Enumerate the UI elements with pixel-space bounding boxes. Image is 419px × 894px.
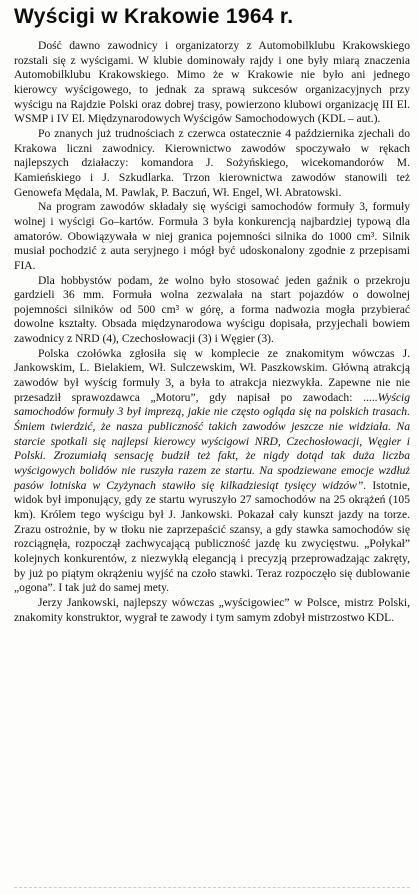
article-title: Wyścigi w Krakowie 1964 r. [14, 5, 294, 28]
article-paragraph [14, 347, 410, 596]
article-paragraph [14, 127, 410, 200]
quoted-text: Wyścig samochodów formuły 3 był imprezą, jakie nie często ogląda się na polskich trasach. Śmiem twierdzić, że nasza publiczność takich zawodów jeszcze nie widziała. Na starcie spotkali się najlepsi kierowcy wyścigowi NRD, Czechosłowacji, Węgier i Polski. Zrozumiałą sensację budził też fakt, że nigdy dotąd tak duża liczba wyścigowych bolidów nie ruszyła razem ze startu. Na spodziewane emocje wzdłuż pasów lotniska w Czyżynach stawiło się kilkadziesiąt tysięcy widzów”. [14, 390, 410, 492]
paragraph-text: Dla hobbystów podam, że wolno było stosować jeden gaźnik o przekroju gardzieli 36 mm. Formuła wolna zezwalała na start pojazdów o dowolnej pojemności silników od 500 cm³ w górę, a forma nadwozia mogła przybierać dowolne kształty. Obsada międzynarodowa wyścigu dopisała, przyjechali bowiem zawodnicy z NRD (4), Czechosłowacji (3) i Węgier (3). [14, 273, 410, 346]
article-body [14, 39, 410, 625]
article-paragraph [14, 274, 410, 347]
page-bottom-edge [14, 877, 410, 888]
article-paragraph [14, 39, 410, 127]
paragraph-text: Po znanych już trudnościach z czerwca ostatecznie 4 października zjechali do Krakowa liczni zawodnicy. Kierownictwo zawodów spoczywało w rękach najlepszych działaczy: komandora J. Sożyńskiego, wicekomandorów M. Kamieńskiego i J. Szkudlarka. Trzon kierownictwa zawodów stanowili też Genowefa Mędala, M. Pawlak, P. Baczuń, Wł. Engel, Wł. Abratowski. [14, 126, 410, 199]
paragraph-text: Jerzy Jankowski, najlepszy wówczas „wyścigowiec” w Polsce, mistrz Polski, znakomity konstruktor, wygrał te zawody i tym samym zdobył mistrzostwo KDL. [14, 595, 410, 624]
paragraph-text: Dość dawno zawodnicy i organizatorzy z Automobilklubu Krakowskiego rozstali się z wyścigami. W klubie dominowały rajdy i one były miarą znaczenia Automobilklubu Krakowskiego. Mimo że w Krakowie nie było ani jednego kierowcy wyścigowego, to jednak za sprawą sukcesów organizacyjnych przy wyścigu na Rajdzie Polski oraz dobrej trasy, powierzono klubowi organizację III El. WSMP i IV El. Międzynarodowych Wyścigów Samochodowych (KDL – aut.). [14, 39, 410, 126]
paragraph-text: Na program zawodów składały się wyścigi samochodów formuły 3, formuły wolnej i wyścigi Go–kartów. Formuła 3 była konkurencją najbardziej typową dla amatorów. Obowiązywała w niej granica pojemności silnika do 1000 cm³. Silnik musiał pochodzić z auta seryjnego i mógł być udoskonalony zgodnie z przepisami FIA. [14, 200, 410, 272]
article-paragraph [14, 200, 410, 273]
article-paragraph [14, 596, 410, 625]
paragraph-text: Polska czołówka zgłosiła się w komplecie ze znakomitym wówczas J. Jankowskim, L. Bielakiem, Wł. Sulczewskim, Wł. Paszkowskim. Główną atrakcją zawodów był wyścig formuły 3, a była to atrakcja niezwykła. Zapewne nie nie przesadził sprawozdawca „Motoru”, gdy napisał po zawodach: ..... [14, 346, 410, 404]
paragraph-text: Istotnie, widok był imponujący, gdy ze startu wyruszyło 27 samochodów na 25 okrążeń (105 km). Królem tego wyścigu był J. Jankowski. Pokazał cały kunszt jazdy na torze. Zrazu ostrożnie, by w tłoku nie zaprzepaścić szansy, a gdy stawka samochodów się rozciągnęła, rozpoczął zachwycającą publiczność jazdę ku zwycięstwu. „Połykał” kolejnych konkurentów, z niezwykłą elegancją i precyzją przeprowadzając zakręty, by już po piątym okrążeniu wyjść na czoło stawki. Teraz rozpoczęło się dublowanie „ogona”. I tak już do samej mety. [14, 478, 410, 595]
